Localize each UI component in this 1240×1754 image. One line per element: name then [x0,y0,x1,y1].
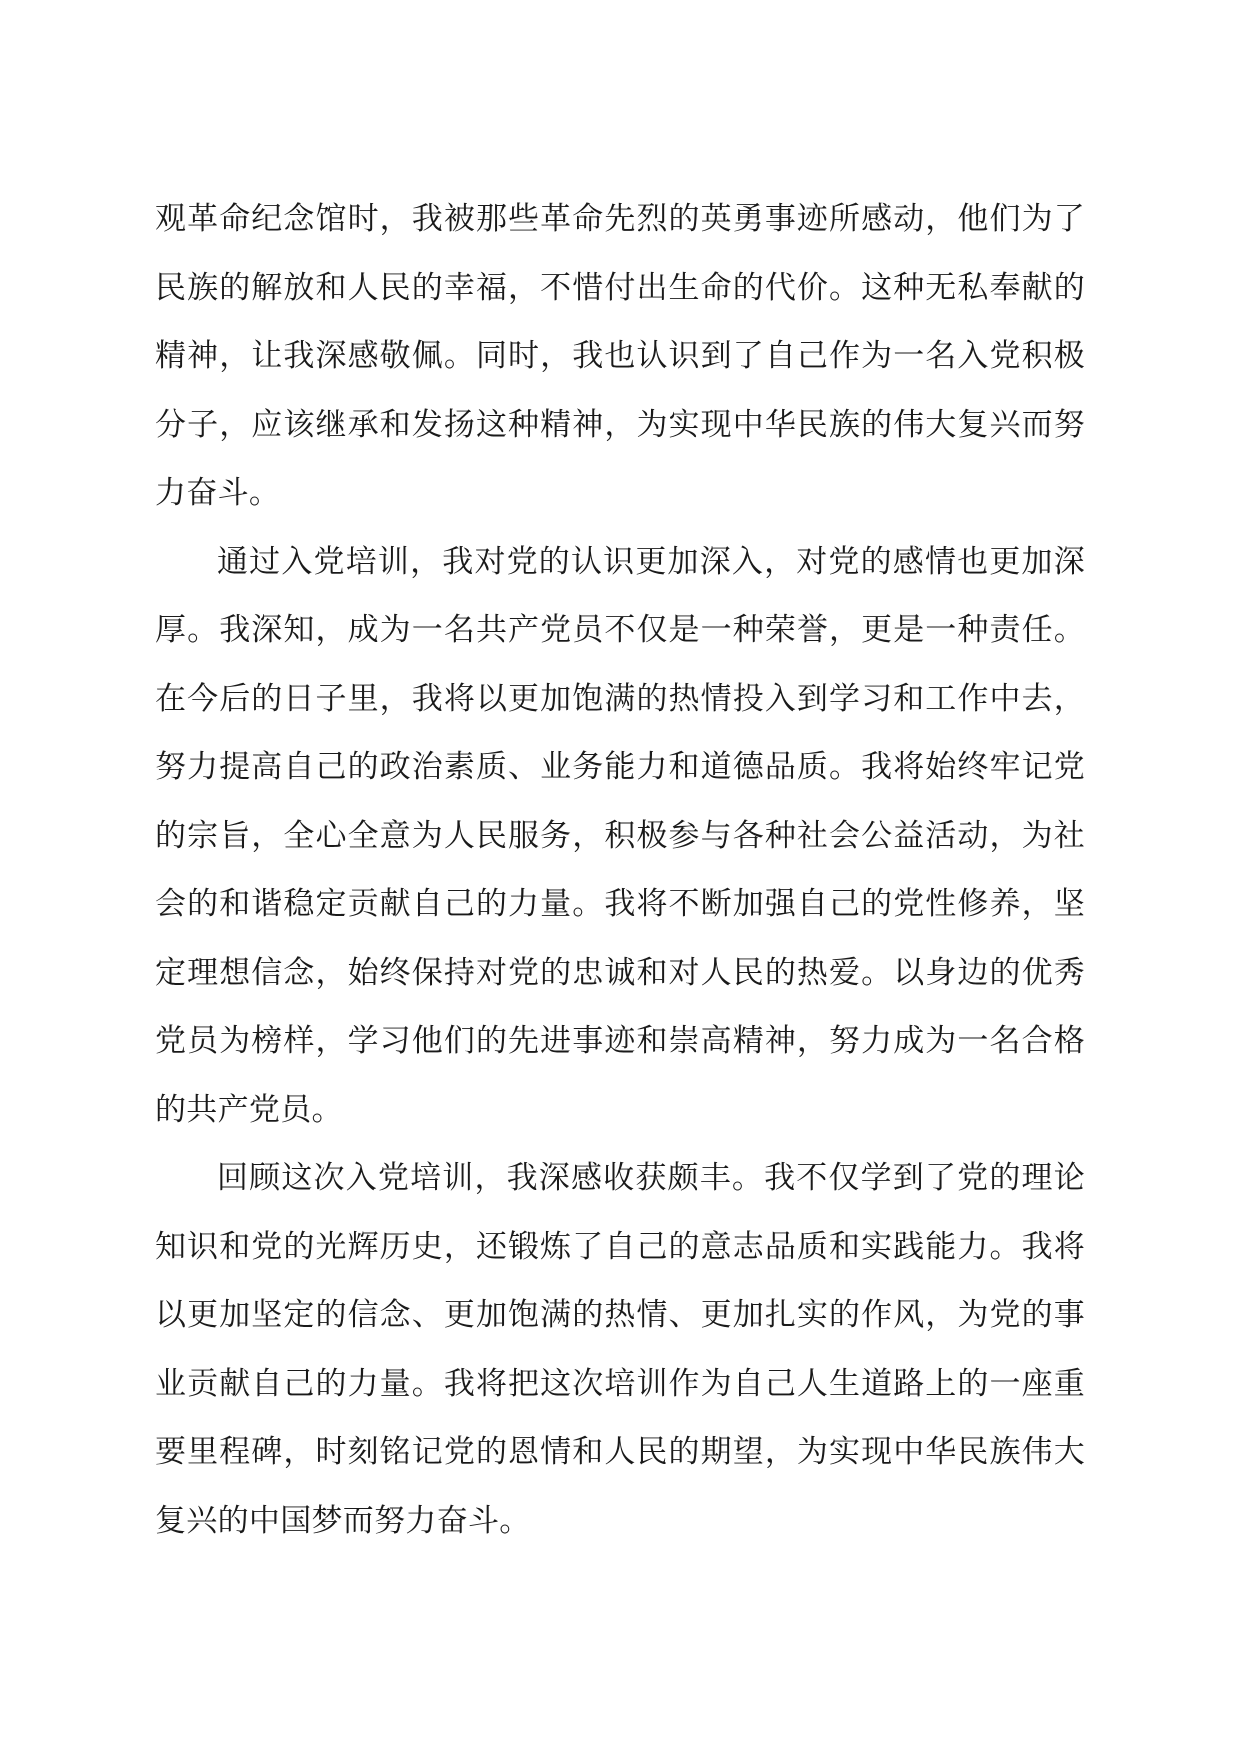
paragraph-continuation: 观革命纪念馆时，我被那些革命先烈的英勇事迹所感动，他们为了民族的解放和人民的幸福，不惜付出生命的代价。这种无私奉献的精神，让我深感敬佩。同时，我也认识到了自己作为一名入党积极分子，应该继承和发扬这种精神，为实现中华民族的伟大复兴而努力奋斗。 [155,201,1085,511]
paragraph-conclusion: 回顾这次入党培训，我深感收获颇丰。我不仅学到了党的理论知识和党的光辉历史，还锻炼了自己的意志品质和实践能力。我将以更加坚定的信念、更加饱满的热情、更加扎实的作风，为党的事业贡献自己的力量。我将把这次培训作为自己人生道路上的一座重要里程碑，时刻铭记党的恩情和人民的期望，为实现中华民族伟大复兴的中国梦而努力奋斗。 [155,1160,1085,1539]
paragraph-training-reflection: 通过入党培训，我对党的认识更加深入，对党的感情也更加深厚。我深知，成为一名共产党员不仅是一种荣誉，更是一种责任。在今后的日子里，我将以更加饱满的热情投入到学习和工作中去，努力提高自己的政治素质、业务能力和道德品质。我将始终牢记党的宗旨，全心全意为人民服务，积极参与各种社会公益活动，为社会的和谐稳定贡献自己的力量。我将不断加强自己的党性修养，坚定理想信念，始终保持对党的忠诚和对人民的热爱。以身边的优秀党员为榜样，学习他们的先进事迹和崇高精神，努力成为一名合格的共产党员。 [155,543,1085,1128]
document-body [155,185,1085,1555]
